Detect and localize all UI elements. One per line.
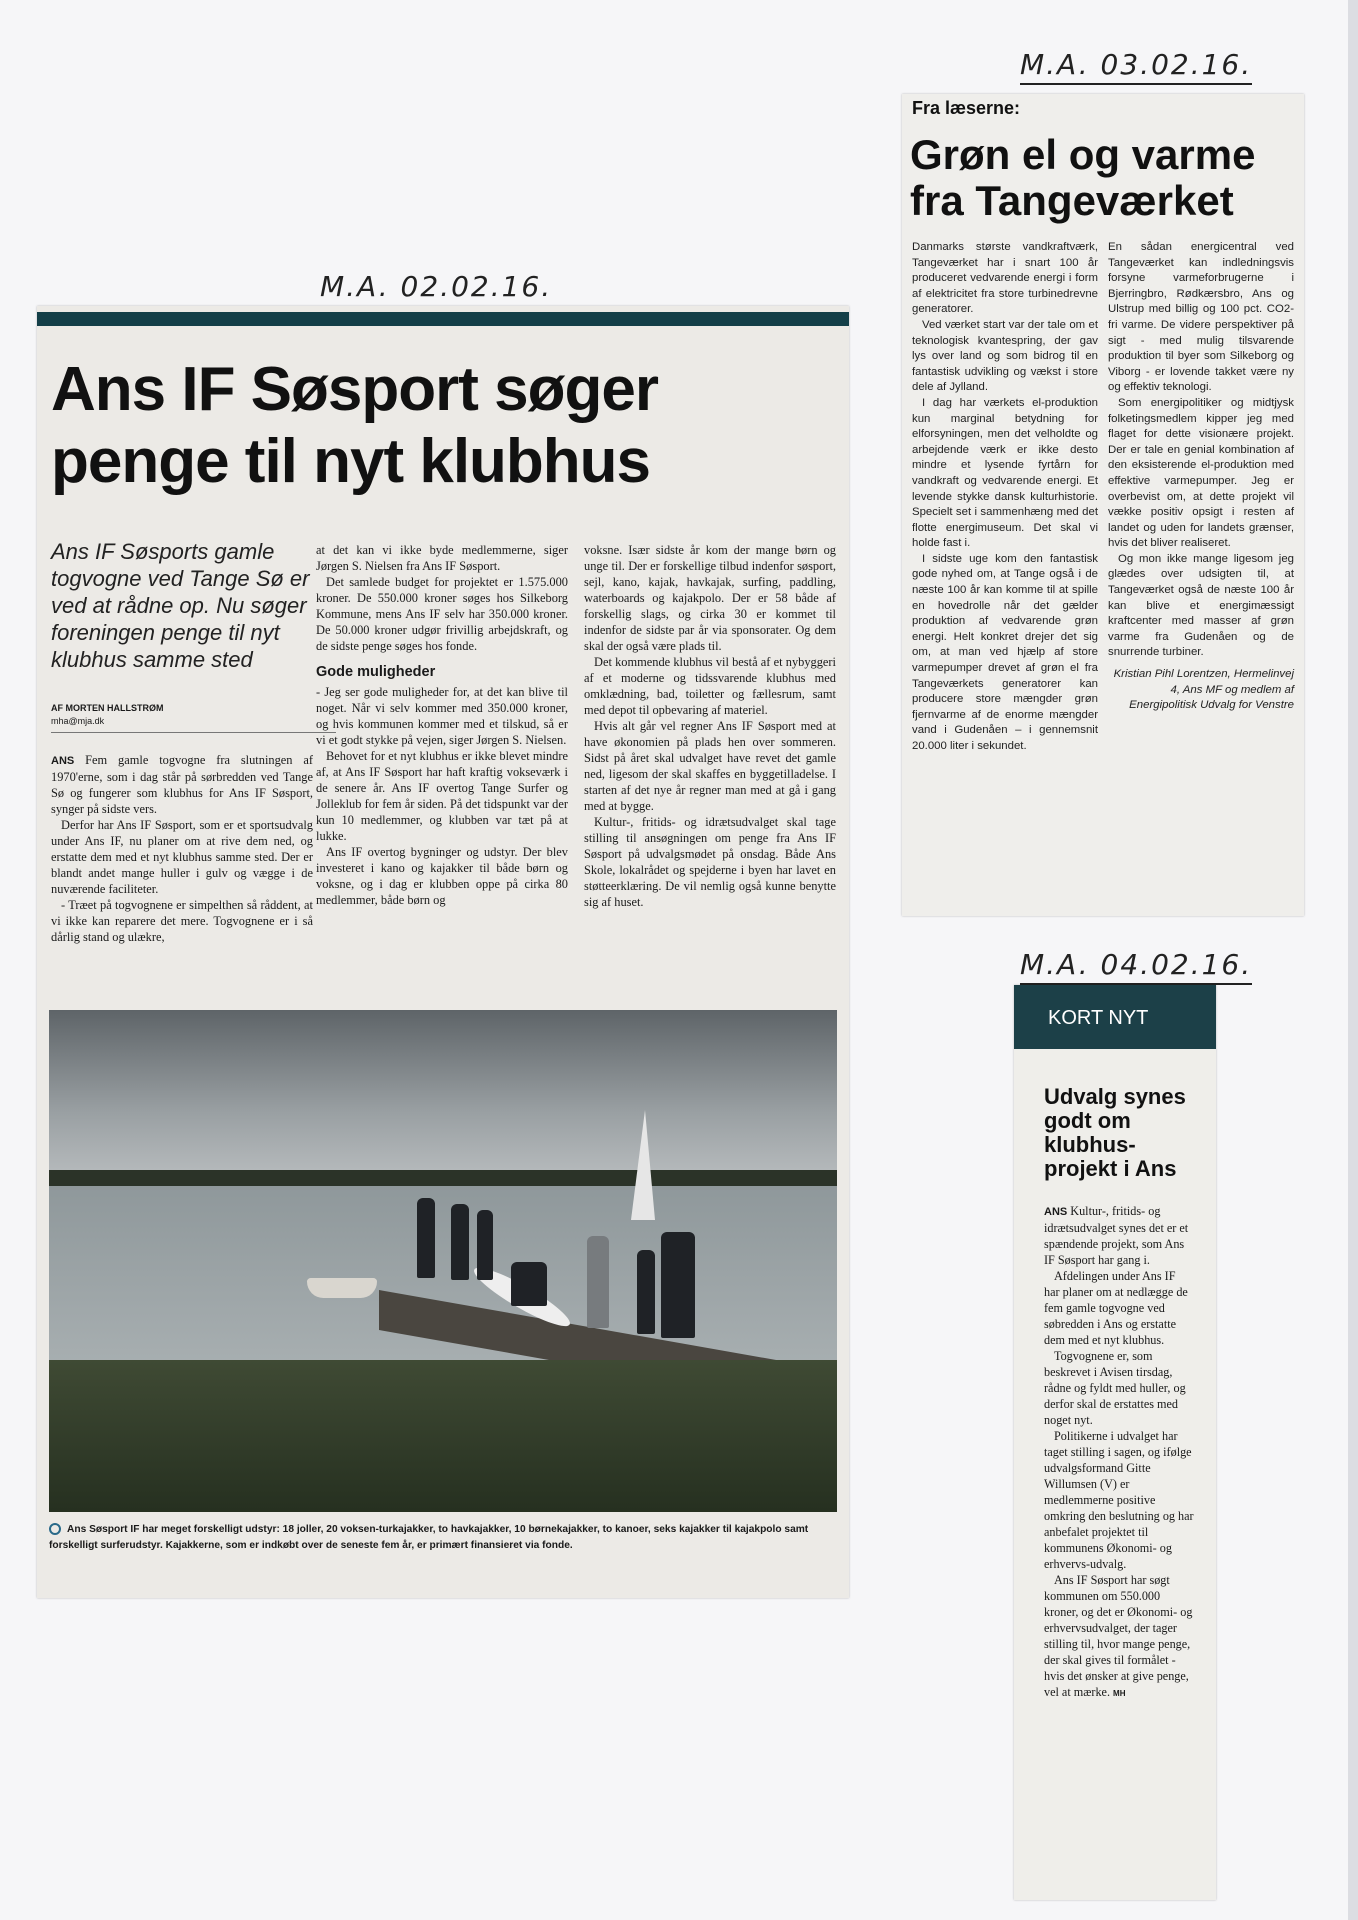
clipping-tangevaerket: [902, 94, 1304, 916]
paragraph: - Træet på togvognene er simpelthen så råddent, at vi ikke kan reparere det mere. Togvognene er i så dårlig stand og ulækre,: [51, 898, 313, 944]
paragraph: Det samlede budget for projektet er 1.575.000 kroner. De 550.000 kroner søges hos Silkeborg Kommune, mens Ans IF selv har 350.000 kroner. De 50.000 kroner udgør frivillig arbejdskraft, og de sidste penge søges hos fonde.: [316, 575, 568, 653]
handwritten-date-3: M.A. 03.02.16.: [1020, 48, 1252, 85]
headline: Ans IF Søsport søger penge til nyt klubhus: [51, 355, 658, 496]
lead-text: Ans IF Søsports gamle togvogne ved Tange Sø er ved at rådne op. Nu søger foreningen penge til nyt klubhus samme sted: [51, 539, 310, 672]
handwritten-date-1: M.A. 02.02.16.: [320, 270, 553, 303]
paragraph-text: Ans IF Søsport har søgt kommunen om 550.000 kroner, og det er Økonomi- og erhvervsudvalget, der tager stilling til, hvor mange penge, der skal gives til formålet - hvis det ønsker at give penge, vel at mærke.: [1044, 1573, 1193, 1699]
handwritten-date-4: M.A. 04.02.16.: [1020, 948, 1252, 985]
paragraph: I sidste uge kom den fantastisk gode nyhed om, at Tange også i de næste 100 år kan komme til at spille en hovedrolle når det gælder produktion af vedvarende grøn energi. Helt konkret drejer det sig om, at man ved hjælp af store varmepumper drevet af grøn el fra Tangeværkets generatorer kan producere store mængder grøn fjernvarme af de enorme mængder vand i Gudenåen – i gennemsnit 20.000 liter i sekundet.: [912, 552, 1098, 752]
byline-author: AF MORTEN HALLSTRØM: [51, 703, 164, 713]
subheading: Gode muligheder: [316, 664, 436, 680]
page-edge: [1348, 0, 1358, 1920]
photo-person: [661, 1232, 695, 1338]
photo-person: [637, 1250, 655, 1334]
paragraph: - Jeg ser gode muligheder for, at det kan blive til noget. Når vi selv kommer med 350.000 kroner, og hvis kommunen kommer med et tilskud, så er vi et godt stykke på vejen, siger Jørgen S. Nielsen.: [316, 685, 568, 747]
paragraph: Ved værket start var der tale om et teknologisk kvantespring, der gav lys over land og som bidrog til en fantastisk udvikling og vækst i store dele af Jylland.: [912, 318, 1098, 394]
paragraph: Kultur-, fritids- og idrætsudvalget skal tage stilling til ansøgningen om penge fra Ans IF Søsport på udvalgsmødet på onsdag. Både Ans Skole, lokalrådet og spejderne i byen har lavet en støtteerklæring. De vil nemlig også kunne benytte sig af huset.: [584, 815, 836, 909]
paragraph: Afdelingen under Ans IF har planer om at nedlægge de fem gamle togvogne ved søbredden i Ans og erstatte dem med et nyt klubhus.: [1044, 1269, 1188, 1347]
headline: Udvalg synes godt om klubhus-projekt i Ans: [1044, 1084, 1186, 1181]
paragraph: Som energipolitiker og midtjysk folketingsmedlem kipper jeg med flaget for dette visionære projekt. Der er tale en genial kombination af den eksisterende el-produktion med effektive varmepumper. Jeg er overbevist om, at dette projekt vil vække positiv opsigt i resten af landet og uden for landets grænser, hvis det bliver realiseret.: [1108, 396, 1294, 550]
byline-email: mha@mja.dk: [51, 716, 105, 726]
clipping-klubhus: [37, 306, 849, 1598]
paragraph: [1044, 1572, 1194, 1702]
photo-person: [417, 1198, 435, 1278]
photo-person: [477, 1210, 493, 1280]
photo-grass: [49, 1360, 837, 1512]
column-1: [51, 752, 313, 945]
photo-sailboat: [631, 1110, 655, 1220]
paragraph: Derfor har Ans IF Søsport, som er et sportsudvalg under Ans IF, nu planer om at rive dem ned, og erstatte dem med et nyt klubhus samme sted. Der er blandt andet mange huller i gulv og vægge i de nuværende faciliteter.: [51, 818, 313, 896]
article-body: [1044, 1203, 1194, 1702]
column-3: [584, 542, 836, 910]
section-bar: [1014, 985, 1216, 1049]
caption-bullet-icon: [49, 1523, 61, 1535]
paragraph: voksne. Især sidste år kom der mange børn og unge til. Der er forskellige tilbud indenfor søsport, sejl, kano, kajak, havkajak, surfing, paddling, waterboards og kajakpolo. Der er 58 både af forskellig slags, og cirka 30 er kommet til indenfor de sidste par år via sponsorater. Og dem skal der også være plads til.: [584, 543, 836, 653]
byline: [51, 702, 336, 733]
paragraph: Behovet for et nyt klubhus er ikke blevet mindre af, at Ans IF Søsport har haft kraftig vokseværk i de senere år. Ans IF overtog Tange Surfer og Jolleklub for fem år siden. På det tidspunkt var der kun 10 medlemmer, og klubben var tæt på at lukke.: [316, 749, 568, 843]
photo-person: [587, 1236, 609, 1328]
paragraph: En sådan energicentral ved Tangeværket kan indledningsvis forsyne varmeforbrugerne i Bjerringbro, Rødkærsbro, Ans og Ulstrup med billig og 100 pct. CO2-fri varme. De videre perspektiver på sigt - med mulig tilsvarende produktion til byer som Silkeborg og Viborg - er lovende takket være ny og effektiv teknologi.: [1108, 241, 1294, 394]
signature: Kristian Pihl Lorentzen, Hermelinvej 4, Ans MF og medlem af Energipolitisk Udvalg for Venstre: [1113, 668, 1294, 712]
paragraph: Ans IF overtog bygninger og udstyr. Der blev investeret i kano og kajakker til både børn og voksne, og i dag er klubben oppe på cirka 80 medlemmer, både børn og: [316, 845, 568, 907]
dateline: ANS: [51, 755, 75, 767]
header-bar: [37, 312, 849, 326]
paragraph: Fem gamle togvogne fra slutningen af 1970'erne, som i dag står på sørbredden ved Tange Sø og fungerer som klubhus for Ans IF Søsport, synger på sidste vers.: [51, 753, 313, 816]
column-left: [912, 240, 1098, 755]
headline: Grøn el og varme fra Tangeværket: [910, 131, 1256, 224]
author-initials: MH: [1113, 1689, 1126, 1698]
photo-person: [451, 1204, 469, 1280]
paragraph: Politikerne i udvalget har taget stilling i sagen, og ifølge udvalgsformand Gitte Willumsen (V) er medlemmerne positive omkring den beslutning og har anbefalet projektet til kommunens Økonomi- og erhvervs-udvalg.: [1044, 1429, 1194, 1571]
photo-sky: [49, 1010, 837, 1182]
caption-text: Ans Søsport IF har meget forskelligt udstyr: 18 joller, 20 voksen-turkajakker, to havkajakker, 10 børnekajakker, to kanoer, seks kajakker til kajakpolo samt forskelligt surferudstyr. Kajakkerne, som er indkøbt over de seneste fem år, er primært finansieret via fonde.: [49, 1524, 809, 1551]
paragraph: Togvognene er, som beskrevet i Avisen tirsdag, rådne og fyldt med huller, og derfor skal de erstattes med noget nyt.: [1044, 1349, 1186, 1427]
photo-person: [511, 1262, 547, 1306]
paragraph: Det kommende klubhus vil bestå af et nybyggeri af et moderne og tidssvarende klubhus med omklædning, bad, toiletter og fællesrum, samt med depot til opbevaring af materiel.: [584, 655, 836, 717]
paragraph: Og mon ikke mange ligesom jeg glædes over udsigten til, at Tangeværket også de næste 100 år kan blive et energimæssigt kraftcenter med masser af grøn varme fra Gudenåen og de snurrende turbiner.: [1108, 552, 1294, 659]
photo-caption: [49, 1522, 839, 1554]
column-right: [1108, 240, 1294, 714]
photo-water: [49, 1186, 837, 1376]
photo-jetty: [49, 1010, 837, 1512]
kicker: Fra læserne:: [912, 98, 1021, 118]
dateline: ANS: [1044, 1206, 1068, 1218]
paragraph: at det kan vi ikke byde medlemmerne, siger Jørgen S. Nielsen fra Ans IF Søsport.: [316, 543, 568, 573]
section-label: KORT NYT: [1048, 1007, 1149, 1029]
clipping-kort-nyt: [1014, 985, 1216, 1900]
paragraph: Hvis alt går vel regner Ans IF Søsport med at have økonomien på plads hen over sommeren. Sidst på året skal udvalget have revet det gamle ned, ligesom der skal skaffes en byggetilladelse. I starten af det nye år regner man med at gå i gang med at bygge.: [584, 719, 836, 813]
column-2: [316, 542, 568, 908]
paragraph: Danmarks største vandkraftværk, Tangeværket har i snart 100 år produceret vedvarende energi i form af elektricitet fra store turbinedrevne generatorer.: [912, 241, 1098, 316]
photo-boat: [307, 1278, 377, 1298]
paragraph: Kultur-, fritids- og idrætsudvalget synes det er et spændende projekt, som Ans IF Søsport har gang i.: [1044, 1204, 1189, 1267]
paragraph: I dag har værkets el-produktion kun marginal betydning for elforsyningen, men det velholdte og arbejdende værk er ikke desto mindre et lysende fyrtårn for vandkraft og vedvarende energi. Et levende stykke dansk kulturhistorie. Specielt set i sammenhæng med det flotte energimuseum. Det skal vi holde fast i.: [912, 396, 1098, 550]
